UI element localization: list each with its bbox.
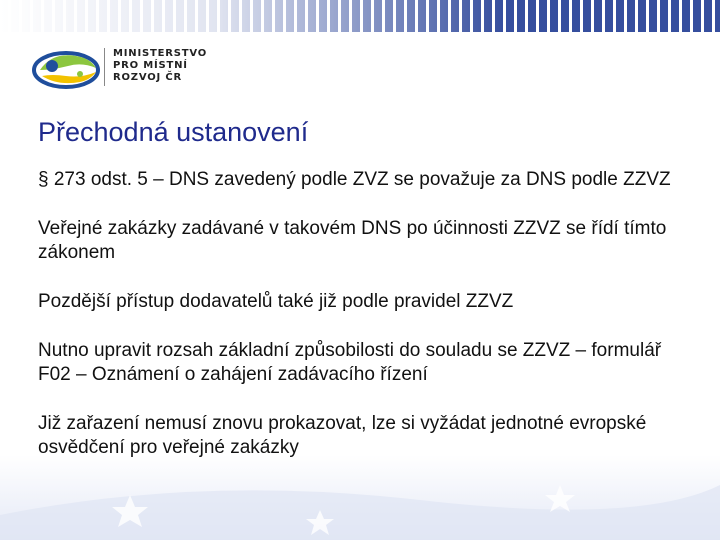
paragraph-later-access: Pozdější přístup dodavatelů také již podle pravidel ZZVZ <box>38 291 514 312</box>
top-band-fade <box>0 0 720 32</box>
paragraph-public-contracts: Veřejné zakázky zadávané v takovém DNS po účinnosti ZZVZ se řídí tímto zákonem <box>38 218 667 263</box>
slide-title: Přechodná ustanovení <box>38 117 309 147</box>
ministry-name <box>113 48 207 84</box>
ministry-name-line3: ROZVOJ ČR <box>113 72 182 83</box>
paragraph-european-certificate: Již zařazení nemusí znovu prokazovat, lze si vyžádat jednotné evropské osvědčení pro veřejné zakázky <box>38 413 647 458</box>
slide-content <box>38 168 688 485</box>
ministry-name-line1: MINISTERSTVO <box>113 48 208 59</box>
paragraph-dns-transition: § 273 odst. 5 – DNS zavedený podle ZVZ se považuje za DNS podle ZZVZ <box>38 169 671 190</box>
logo-separator <box>104 48 105 86</box>
ministry-name-line2: PRO MÍSTNÍ <box>113 60 188 71</box>
star-icon <box>545 485 575 512</box>
paragraph-basic-qualification: Nutno upravit rozsah základní způsobilosti do souladu se ZZVZ – formulář F02 – Oznámení o zahájení zadávacího řízení <box>38 340 662 385</box>
